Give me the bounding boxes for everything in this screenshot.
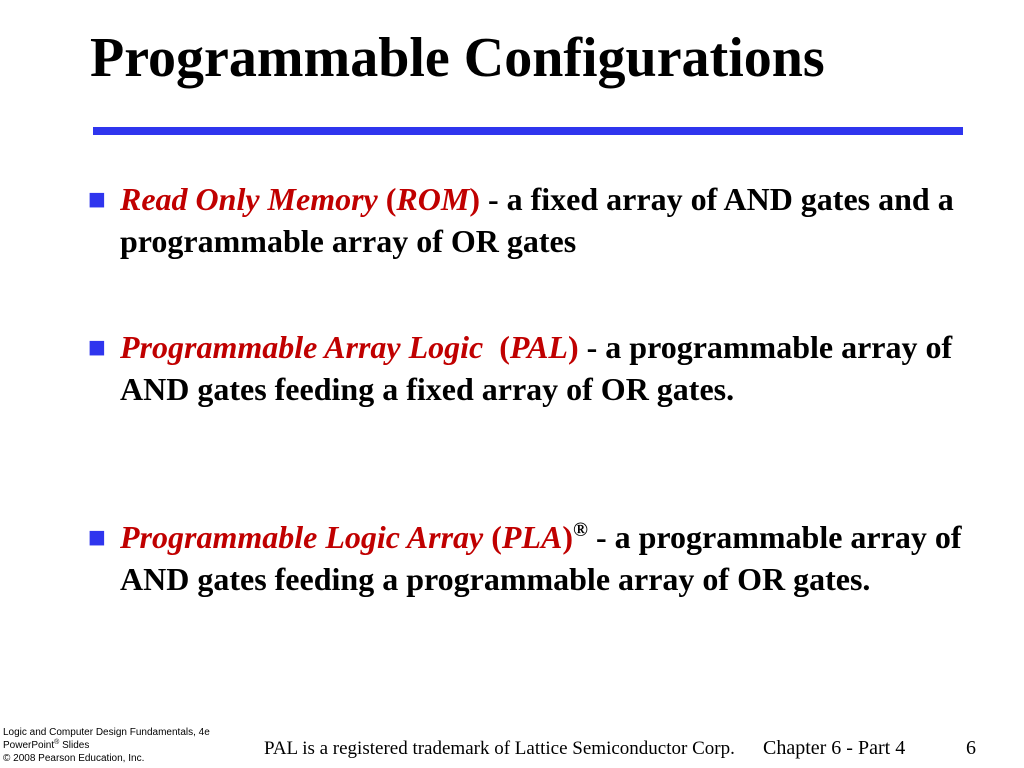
bullet-pal bbox=[88, 326, 968, 410]
term-open-paren: ( bbox=[377, 181, 397, 217]
bullet-rom bbox=[88, 178, 968, 262]
footer-book-title: Logic and Computer Design Fundamentals, 4e bbox=[3, 727, 210, 738]
term-close-paren: ) bbox=[469, 181, 480, 217]
page-number: 6 bbox=[966, 737, 976, 759]
term-abbreviation: PAL bbox=[509, 329, 568, 365]
square-bullet-icon: ■ bbox=[88, 336, 106, 358]
bullet-text bbox=[120, 516, 968, 600]
term-close-paren: ) bbox=[567, 329, 579, 365]
slide-title: Programmable Configurations bbox=[90, 27, 825, 89]
footer-credits bbox=[3, 726, 210, 765]
footer-slides-prefix: PowerPoint bbox=[3, 740, 55, 751]
term-abbreviation: PLA bbox=[501, 519, 563, 555]
term-abbreviation: ROM bbox=[396, 181, 470, 217]
term-description: - a fixed array of AND gates and a programmable array of OR gates bbox=[120, 181, 954, 259]
footer-slides-suffix: Slides bbox=[59, 740, 90, 751]
square-bullet-icon: ■ bbox=[88, 188, 106, 210]
bullet-pla bbox=[88, 516, 968, 600]
term-description: - a programmable array of AND gates feeding a fixed array of OR gates. bbox=[120, 329, 953, 407]
term-name: Programmable Logic Array bbox=[120, 519, 484, 555]
title-underline bbox=[93, 127, 963, 135]
term-open-paren: ( bbox=[483, 519, 502, 555]
registered-mark: ® bbox=[572, 519, 588, 541]
bullet-text bbox=[120, 326, 968, 410]
bullet-text bbox=[120, 178, 968, 262]
trademark-note: PAL is a registered trademark of Lattice Semiconductor Corp. bbox=[264, 738, 735, 759]
term-open-paren: ( bbox=[483, 329, 510, 365]
term-close-paren: ) bbox=[562, 519, 573, 555]
term-name: Programmable Array Logic bbox=[120, 329, 484, 365]
term-description: - a programmable array of AND gates feeding a programmable array of OR gates. bbox=[120, 519, 962, 597]
footer-registered-mark: ® bbox=[54, 739, 60, 746]
footer-slides-line bbox=[3, 739, 210, 752]
term-name: Read Only Memory bbox=[120, 181, 378, 217]
footer-copyright: © 2008 Pearson Education, Inc. bbox=[3, 753, 145, 764]
chapter-label: Chapter 6 - Part 4 bbox=[763, 737, 906, 759]
square-bullet-icon: ■ bbox=[88, 526, 106, 548]
